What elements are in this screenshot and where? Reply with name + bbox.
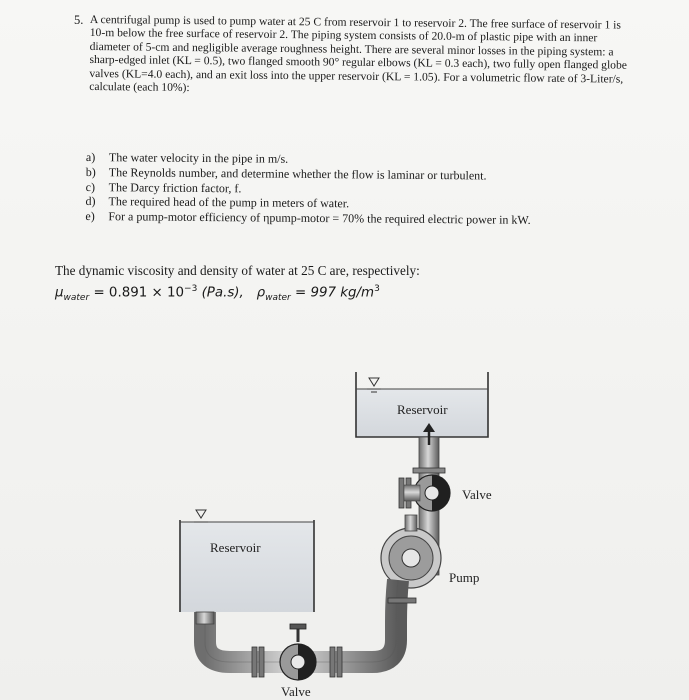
rho-subscript: water (265, 293, 291, 304)
mu-subscript: water (63, 293, 90, 304)
task-text: The water velocity in the pipe in m/s. (108, 150, 289, 166)
pump-label: Pump (449, 570, 480, 585)
water-level-icon (369, 378, 379, 386)
task-label: c) (85, 179, 96, 194)
lower-reservoir-label: Reservoir (210, 540, 261, 555)
task-label: d) (85, 194, 96, 209)
upper-reservoir-label: Reservoir (397, 402, 448, 417)
task-text: The required head of the pump in meters of water. (108, 194, 350, 211)
rho-exponent: 3 (374, 284, 380, 294)
upper-valve-label: Valve (462, 487, 492, 502)
rho-symbol: ρ (256, 285, 266, 301)
water-level-icon (196, 510, 206, 518)
task-label: a) (85, 150, 96, 165)
task-text: The Darcy friction factor, f. (108, 179, 242, 195)
properties-intro: The dynamic viscosity and density of water at 25 C are, respectively: (55, 263, 420, 278)
task-label: e) (85, 209, 95, 224)
task-label: b) (85, 164, 96, 179)
question-number: 5. (74, 13, 84, 27)
mu-value: = 0.891 × 10 (89, 285, 185, 301)
mu-exponent: −3 (184, 284, 198, 294)
lower-valve-icon (280, 624, 316, 680)
task-text: The Reynolds number, and determine whether the flow is laminar or turbulent. (108, 164, 487, 183)
lower-reservoir (180, 510, 314, 612)
rho-value: = 997 kg/m (290, 285, 375, 301)
mu-unit: (Pa.s), (197, 285, 244, 301)
problem-text: A centrifugal pump is used to pump water at 25 C from reservoir 1 to reservoir 2. The free surface of reservoir 1 is 10-m below the free surface of reservoir 2. The piping system consists of 20.0-m of plastic pipe with an inner diameter of 5-cm and negligible average roughness height. There are several minor losses in the piping system: a sharp-edged inlet (KL = 0.5), two flanged smooth 90° regular elbows (KL = 0.3 each), two fully open flanged globe valves (KL=4.0 each), and an exit loss into the upper reservoir (KL = 1.05). For a volumetric flow rate of 3-Liter/s, calculate (each 10%): (89, 13, 628, 95)
task-text: For a pump-motor efficiency of ηpump-motor = 70% the required electric power in kW. (108, 209, 531, 228)
mu-symbol: μ (55, 285, 64, 301)
upper-valve-icon (399, 475, 450, 511)
lower-valve-label: Valve (281, 684, 311, 699)
